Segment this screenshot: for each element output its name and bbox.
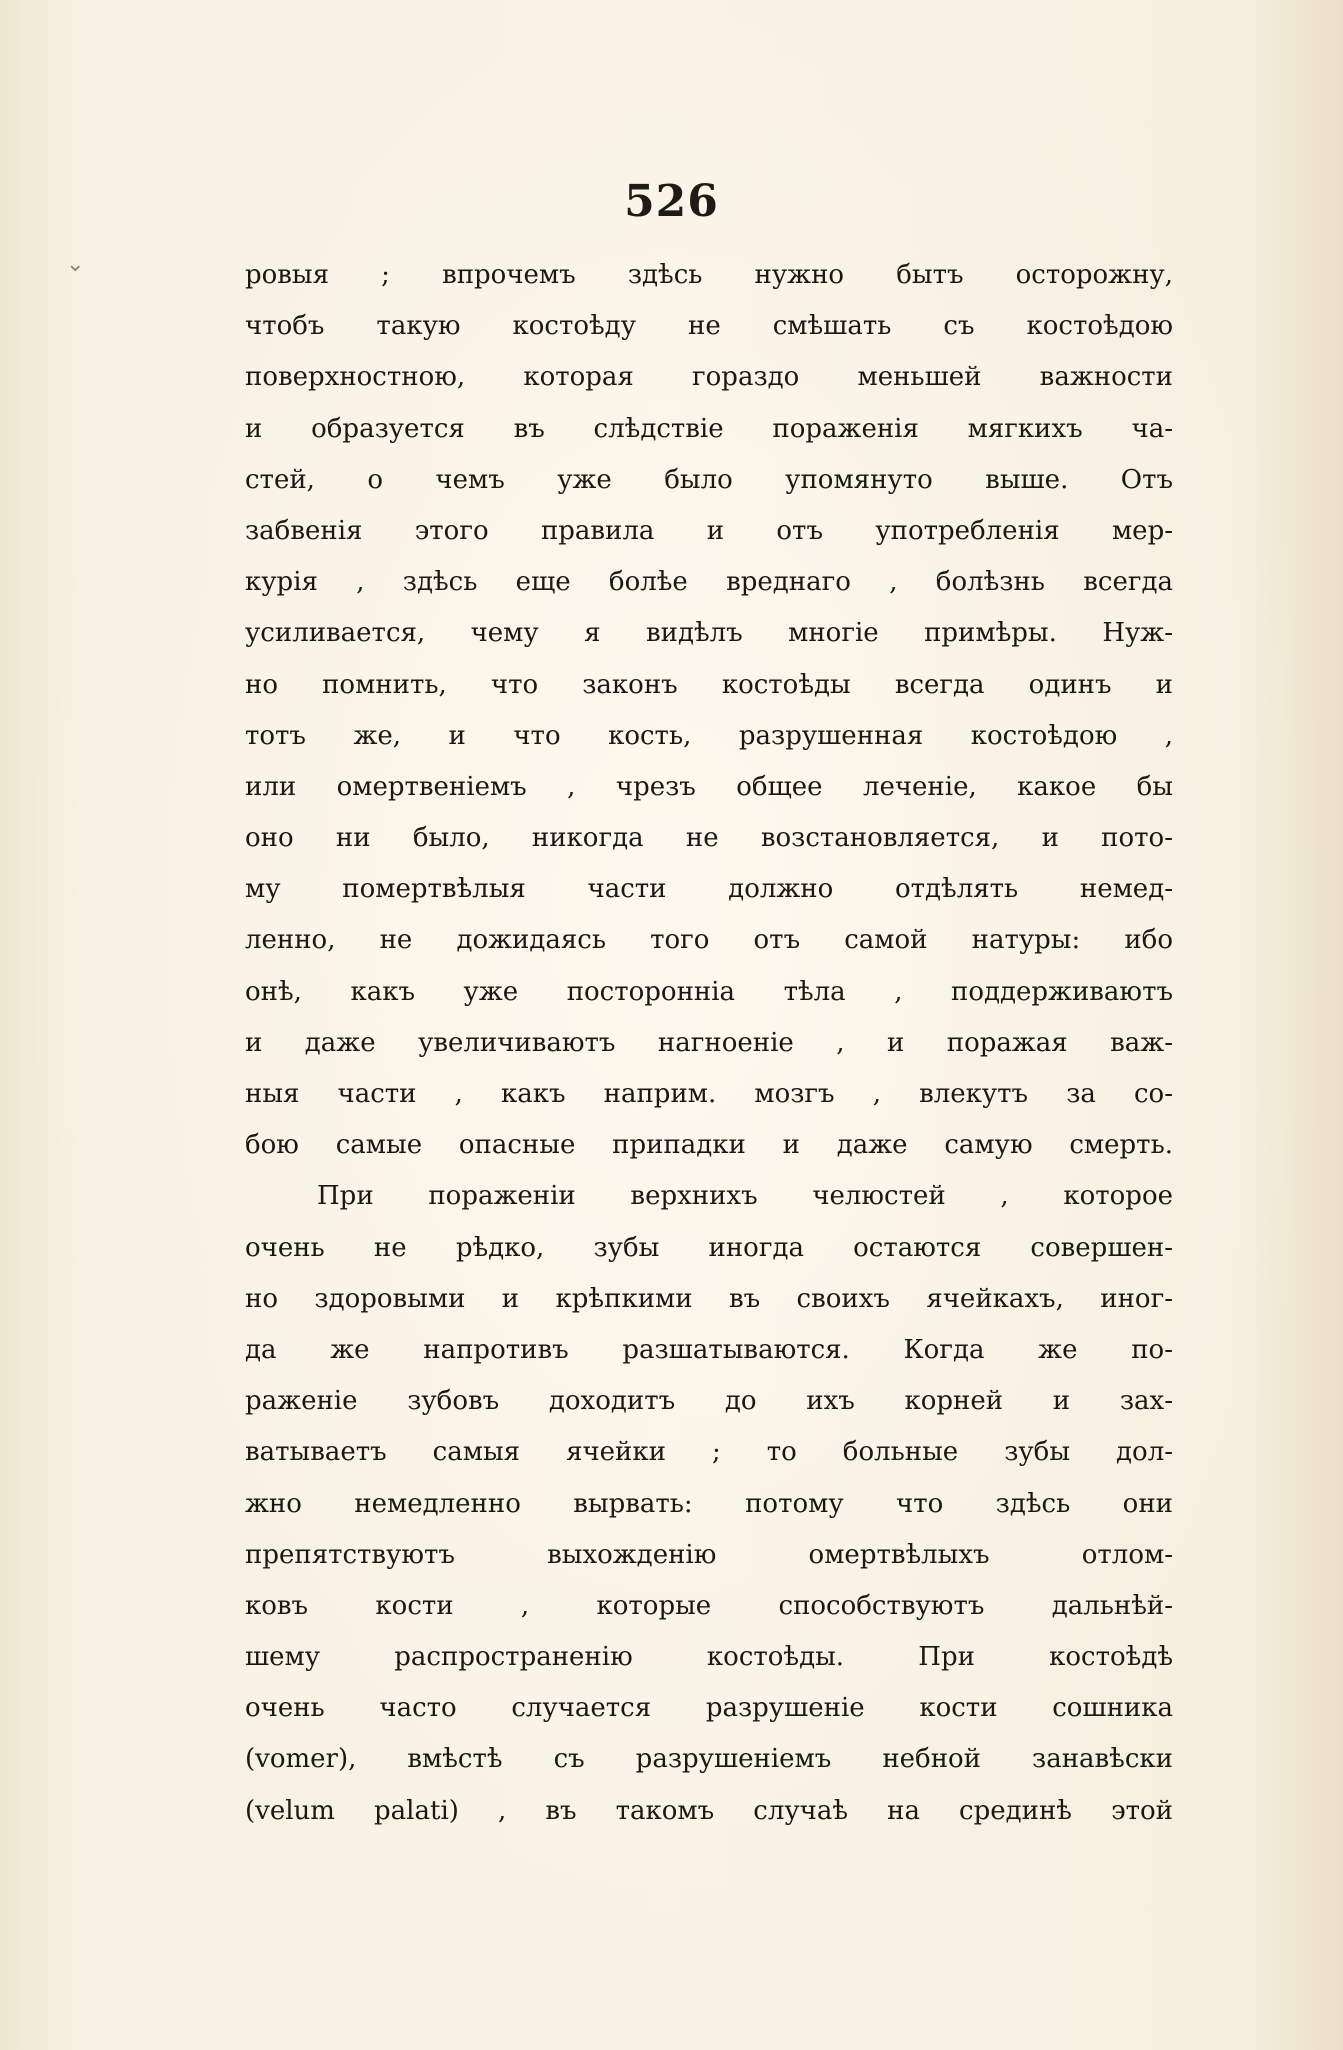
text-line: поверхностною, которая гораздо меньшей важности xyxy=(245,362,1173,393)
text-line: стей, о чемъ уже было упомянуто выше. Отъ xyxy=(245,464,1173,495)
page-number: 526 xyxy=(624,176,719,227)
text-line: жно немедленно вырвать: потому что здѣсь они xyxy=(245,1488,1173,1519)
text-line: забвенія этого правила и отъ употребленія мер- xyxy=(245,515,1173,546)
text-line: очень не рѣдко, зубы иногда остаются совершен- xyxy=(245,1232,1173,1263)
paragraph-end-line: бою самые опасные припадки и даже самую смерть. xyxy=(245,1130,1173,1161)
text-line: очень часто случается разрушеніе кости сошника xyxy=(245,1693,1173,1724)
text-line: или омертвеніемъ , чрезъ общее леченіе, какое бы xyxy=(245,771,1173,802)
text-line: онѣ, какъ уже посторонніа тѣла , поддерживаютъ xyxy=(245,976,1173,1007)
text-line: тотъ же, и что кость, разрушенная костоѣдою , xyxy=(245,720,1173,751)
text-line: ковъ кости , которые способствуютъ дальнѣй- xyxy=(245,1590,1173,1621)
text-line: и образуется въ слѣдствіе пораженія мягкихъ ча- xyxy=(245,413,1173,444)
text-line: (velum palati) , въ такомъ случаѣ на срединѣ этой xyxy=(245,1795,1173,1826)
text-line: ровыя ; впрочемъ здѣсь нужно бытъ осторожну, xyxy=(245,260,1173,290)
text-line: ленно, не дожидаясь того отъ самой натуры: ибо xyxy=(245,925,1173,956)
paragraph-start-line: При пораженіи верхнихъ челюстей , которое xyxy=(317,1181,1173,1212)
text-line: оно ни было, никогда не возстановляется, и пото- xyxy=(245,823,1173,854)
text-line: раженіе зубовъ доходитъ до ихъ корней и зах- xyxy=(245,1386,1173,1417)
text-line: ныя части , какъ наприм. мозгъ , влекутъ за со- xyxy=(245,1079,1173,1109)
body-text xyxy=(245,250,1173,1837)
text-line: ватываетъ самыя ячейки ; то больные зубы дол- xyxy=(245,1437,1173,1468)
text-line: но здоровыми и крѣпкими въ своихъ ячейкахъ, иног- xyxy=(245,1283,1173,1314)
margin-mark: ⌄ xyxy=(66,252,85,277)
text-line: но помнить, что законъ костоѣды всегда одинъ и xyxy=(245,669,1173,700)
text-line: шему распространенію костоѣды. При костоѣдѣ xyxy=(245,1642,1173,1673)
text-line: да же напротивъ разшатываются. Когда же по- xyxy=(245,1334,1173,1365)
text-line: и даже увеличиваютъ нагноеніе , и поражая важ- xyxy=(245,1027,1173,1058)
text-line: чтобъ такую костоѣду не смѣшать съ костоѣдою xyxy=(245,311,1173,342)
text-line: (vomer), вмѣстѣ съ разрушеніемъ небной занавѣски xyxy=(245,1744,1173,1775)
text-line: препятствуютъ выхожденію омертвѣлыхъ отлом- xyxy=(245,1539,1173,1570)
text-line: усиливается, чему я видѣлъ многіе примѣры. Нуж- xyxy=(245,618,1173,649)
text-line: курія , здѣсь еще болѣе вреднаго , болѣзнь всегда xyxy=(245,567,1173,598)
text-line: му помертвѣлыя части должно отдѣлять немед- xyxy=(245,874,1173,905)
